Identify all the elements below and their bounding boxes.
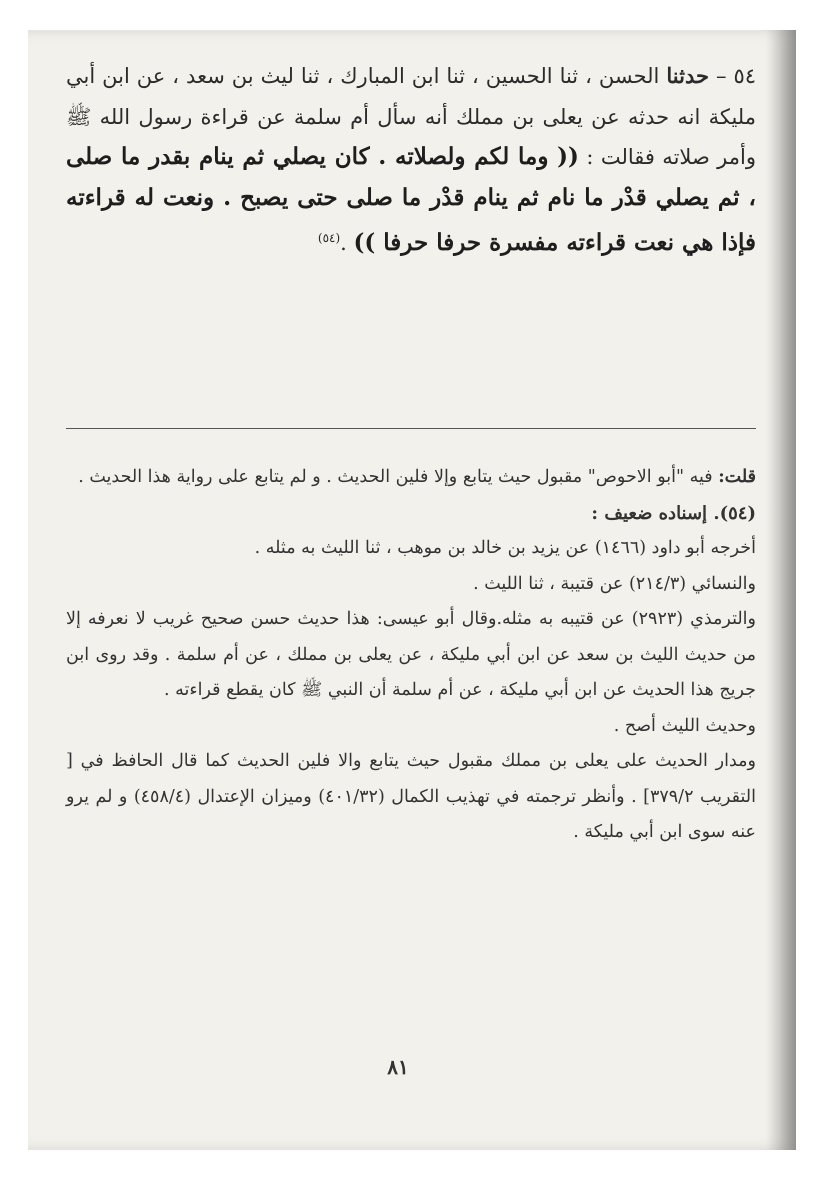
note-tirmidhi: والترمذي (٢٩٢٣) عن قتيبه به مثله.وقال أبو عيسى: هذا حديث حسن صحيح غريب لا نعرفه إلا من حديث الليث بن سعد عن ابن أبي مليكة ، عن يعلى بن مملك ، عن أم سلمة . وقد روى ابن جريج هذا الحديث عن ابن أبي مليكة ، عن أم سلمة أن النبي ﷺ كان يقطع قراءته . — [66, 609, 756, 700]
qult-label: قلت: — [718, 467, 756, 487]
note-nasai: والنسائي (٢١٤/٣) عن قتيبة ، ثنا الليث . — [473, 573, 756, 594]
footnote-divider — [66, 428, 756, 429]
qult-text: فيه "أبو الاحوص" مقبول حيث يتابع وإلا فلين الحديث . و لم يتابع على رواية هذا الحديث . — [78, 467, 719, 487]
page-gutter-shadow — [766, 30, 796, 1150]
note-layth: وحديث الليث أصح . — [613, 715, 756, 736]
footnotes — [66, 460, 756, 851]
hadith-matn: (( وما لكم ولصلاته . كان يصلي ثم ينام بقدر ما صلى ، ثم يصلي قدْر ما نام ثم ينام قدْر ما صلى حتى يصبح . ونعت له قراءته فإذا هي نعت قراءته مفسرة حرفا حرفا )) — [66, 143, 756, 256]
hadith-lead-word: حدثنا — [666, 63, 709, 88]
footnote-reference: (٥٤) — [317, 231, 341, 245]
isnad-heading: (٥٤). إسناده ضعيف : — [591, 502, 756, 524]
note-qult — [66, 460, 756, 496]
book-page — [28, 30, 796, 1150]
note-madar: ومدار الحديث على يعلى بن مملك مقبول حيث يتابع والا فلين الحديث كما قال الحافظ في [ التقريب ٣٧٩/٢] . وأنظر ترجمته في تهذيب الكمال (٤٠١/٣٢) وميزان الإعتدال (٤٥٨/٤) و لم يرو عنه سوى ابن أبي مليكة . — [66, 751, 756, 842]
hadith-end: . — [340, 231, 354, 255]
hadith-text — [66, 56, 756, 264]
note-abu-dawud: أخرجه أبو داود (١٤٦٦) عن يزيد بن خالد بن موهب ، ثنا الليث به مثله . — [254, 538, 756, 558]
hadith-dash: – — [708, 64, 734, 88]
page-number: ٨١ — [387, 1055, 409, 1079]
hadith-number: ٥٤ — [733, 64, 756, 88]
hadith-chain: الحسن ، ثنا الحسين ، ثنا ابن المبارك ، ثنا ليث بن سعد ، عن ابن أبي مليكة انه حدثه عن يعلى بن مملك أنه سأل أم سلمة عن قراءة رسول الله ﷺ وأمر صلاته فقالت : — [66, 64, 756, 169]
